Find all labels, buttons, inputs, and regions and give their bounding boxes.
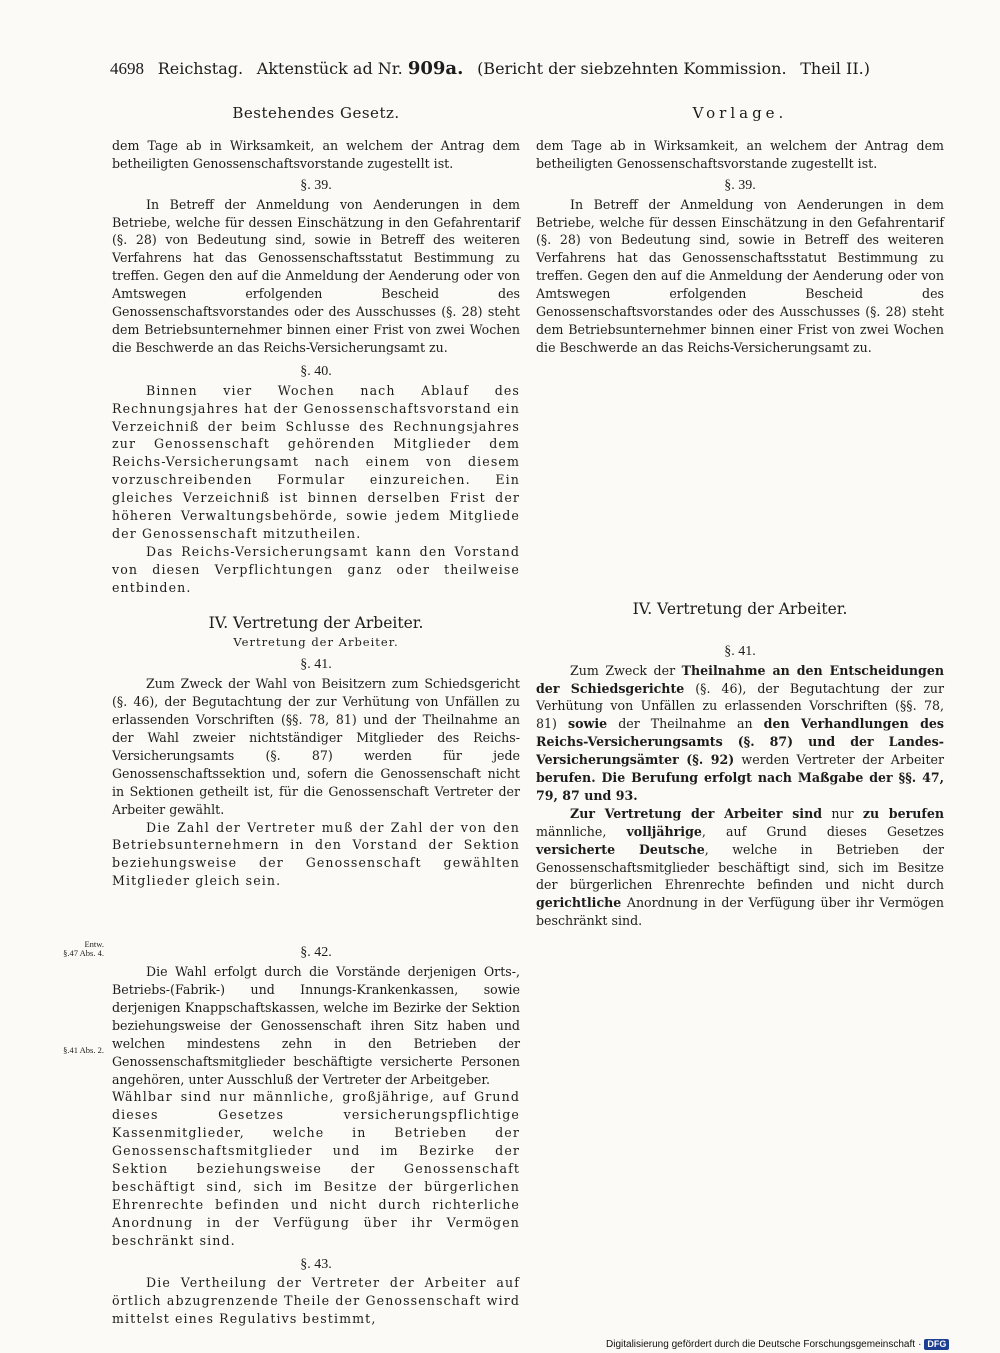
header-document-number: 909a.	[407, 58, 464, 79]
left-section-42-text-2: Wählbar sind nur männliche, großjährige, auf Grund dieses Gesetzes versicherungspflichtige Kassenmitglieder, welche in Betrieben der Genossenschaftsmitglieder und im Bezirke der Sektion beziehungsweise der Genossenschaft beschäftigt sind, sich im Besitze der bürgerlichen Ehrenrechte befinden und nicht durch richterliche Anordnung in der Verfügung über ihr Vermögen beschränkt sind.	[112, 1089, 520, 1248]
right-section-39-text: In Betreff der Anmeldung von Aenderungen in dem Betriebe, welche für dessen Einschätzung in den Gefahrentarif (§. 28) von Bedeutung sind, sowie in Betreff des weiteren Verfahrens hat das Genossenschaftsstatut Bestimmung zu treffen. Gegen den auf die Anmeldung der Aenderung oder von Amtswegen erfolgenden Bescheid des Genossenschaftsvorstandes oder des Ausschusses (§. 28) steht dem Betriebsunternehmer binnen einer Frist von zwei Wochen die Beschwerde an das Reichs-Versicherungsamt zu.	[536, 196, 944, 355]
left-part-iv-heading: IV. Vertretung der Arbeiter.	[208, 613, 424, 632]
right-column-proposal	[536, 100, 944, 930]
left-section-41-text-2: Die Zahl der Vertreter muß der Zahl der von den Betriebsunternehmern in den Vorstand der Sektion beziehungsweise der Genossenschaft gewählten Mitglieder gleich sein.	[112, 819, 520, 889]
left-section-41-heading: §. 41.	[300, 657, 332, 673]
left-intro-paragraph: dem Tage ab in Wirksamkeit, an welchem der Antrag dem betheiligten Genossenschaftsvorstande zugestellt ist.	[112, 137, 520, 171]
left-section-41-text-1: Zum Zweck der Wahl von Beisitzern zum Schiedsgericht (§. 46), der Begutachtung der zur Verhütung von Unfällen zu erlassenden Vorschriften (§§. 78, 81) und der Theilnahme an der Wahl zweier nichtständiger Mitglieder des Reichs-Versicherungsamts (§. 87) werden für jede Genossenschaftssektion und, sofern die Genossenschaft nicht in Sektionen getheilt ist, für die Genossenschaft Vertreter der Arbeiter gewählt.	[112, 676, 520, 817]
right-section-41-text-2: Zur Vertretung der Arbeiter sind nur zu berufen männliche, volljährige, auf Grund dieses Gesetzes versicherte Deutsche, welche in Betrieben der Genossenschaftsmitglieder beschäftigt sind, sich im Besitze der bürgerlichen Ehrenrechte befinden und nicht durch gerichtliche Anordnung in der Verfügung über ihr Vermögen beschränkt sind.	[536, 805, 945, 929]
left-section-40-text-2: Das Reichs-Versicherungsamt kann den Vorstand von diesen Verpflichtungen ganz oder theilweise entbinden.	[112, 543, 520, 595]
left-part-iv-subtitle: Vertretung der Arbeiter.	[233, 635, 399, 650]
right-section-39-heading: §. 39.	[724, 177, 756, 193]
page-number: 4698	[110, 59, 144, 78]
left-section-39-text: In Betreff der Anmeldung von Aenderungen in dem Betriebe, welche für dessen Einschätzung in den Gefahrentarif (§. 28) von Bedeutung sind, sowie in Betreff des weiteren Verfahrens hat das Genossenschaftsstatut Bestimmung zu treffen. Gegen den auf die Anmeldung der Aenderung oder von Amtswegen erfolgenden Bescheid des Genossenschaftsvorstandes oder des Ausschusses (§. 28) steht dem Betriebsunternehmer binnen einer Frist von zwei Wochen die Beschwerde an das Reichs-Versicherungsamt zu.	[112, 196, 520, 355]
header-report: (Bericht der siebzehnten Kommission.	[477, 59, 787, 78]
left-section-40-heading: §. 40.	[300, 363, 332, 379]
margin-note-41: §.41 Abs. 2.	[63, 1045, 104, 1055]
dfg-logo-icon: DFG	[924, 1339, 949, 1350]
right-section-41-heading: §. 41.	[724, 643, 756, 659]
left-section-42-text-1: Die Wahl erfolgt durch die Vorstände derjenigen Orts-, Betriebs-(Fabrik-) und Innungs-Krankenkassen, sowie derjenigen Knappschaftskassen, welche im Bezirke der Sektion beziehungsweise der Genossenschaft ihren Sitz haben und welchen mindestens zehn in den Betrieben der Genossenschaftsmitglieder beschäftigte versicherte Personen angehören, unter Ausschluß der Vertreter der Arbeitgeber.	[112, 964, 520, 1087]
right-section-41-text-1: Zum Zweck der Theilnahme an den Entscheidungen der Schiedsgerichte (§. 46), der Begutachtung der zur Verhütung von Unfällen zu erlassenden Vorschriften (§§. 78, 81) sowie der Theilnahme an den Verhandlungen des Reichs-Versicherungsamts (§. 87) und der Landes-Versicherungsämter (§. 92) werden Vertreter der Arbeiter berufen. Die Berufung erfolgt nach Maßgabe der §§. 47, 79, 87 und 93.	[536, 662, 944, 803]
header-part: Theil II.)	[800, 59, 870, 78]
left-section-39-heading: §. 39.	[300, 177, 332, 193]
page-header	[110, 58, 870, 79]
left-section-42-heading: §. 42.	[300, 945, 332, 961]
left-column-existing-law	[112, 100, 520, 1328]
left-section-43-heading: §. 43.	[300, 1256, 332, 1272]
header-body: Reichstag.	[157, 59, 244, 78]
right-part-iv-heading: IV. Vertretung der Arbeiter.	[632, 599, 848, 618]
header-document: Aktenstück ad Nr. 909a.	[256, 58, 464, 79]
left-section-40-text-1: Binnen vier Wochen nach Ablauf des Rechnungsjahres hat der Genossenschaftsvorstand ein Verzeichniß der beim Schlusse des Rechnungsjahres zur Genossenschaft gehörenden Mitglieder dem Reichs-Versicherungsamt nach einem von diesem vorzuschreibenden Formular einzureichen. Ein gleiches Verzeichniß ist binnen derselben Frist der höheren Verwaltungsbehörde, sowie jedem Mitgliede der Genossenschaft mitzutheilen.	[112, 382, 520, 541]
footer-text: Digitalisierung gefördert durch die Deutsche Forschungsgemeinschaft	[606, 1339, 916, 1350]
digitization-footer: Digitalisierung gefördert durch die Deutsche Forschungsgemeinschaft · DFG	[606, 1339, 949, 1350]
right-column-heading: Vorlage.	[692, 104, 788, 122]
right-intro-paragraph: dem Tage ab in Wirksamkeit, an welchem der Antrag dem betheiligten Genossenschaftsvorstande zugestellt ist.	[536, 137, 944, 171]
margin-note-draft-47: Entw. §.47 Abs. 4.	[63, 939, 104, 958]
left-column-heading: Bestehendes Gesetz.	[232, 104, 400, 122]
left-section-43-text: Die Vertheilung der Vertreter der Arbeiter auf örtlich abzugrenzende Theile der Genossenschaft wird mittelst eines Regulativs bestimmt,	[112, 1275, 520, 1327]
